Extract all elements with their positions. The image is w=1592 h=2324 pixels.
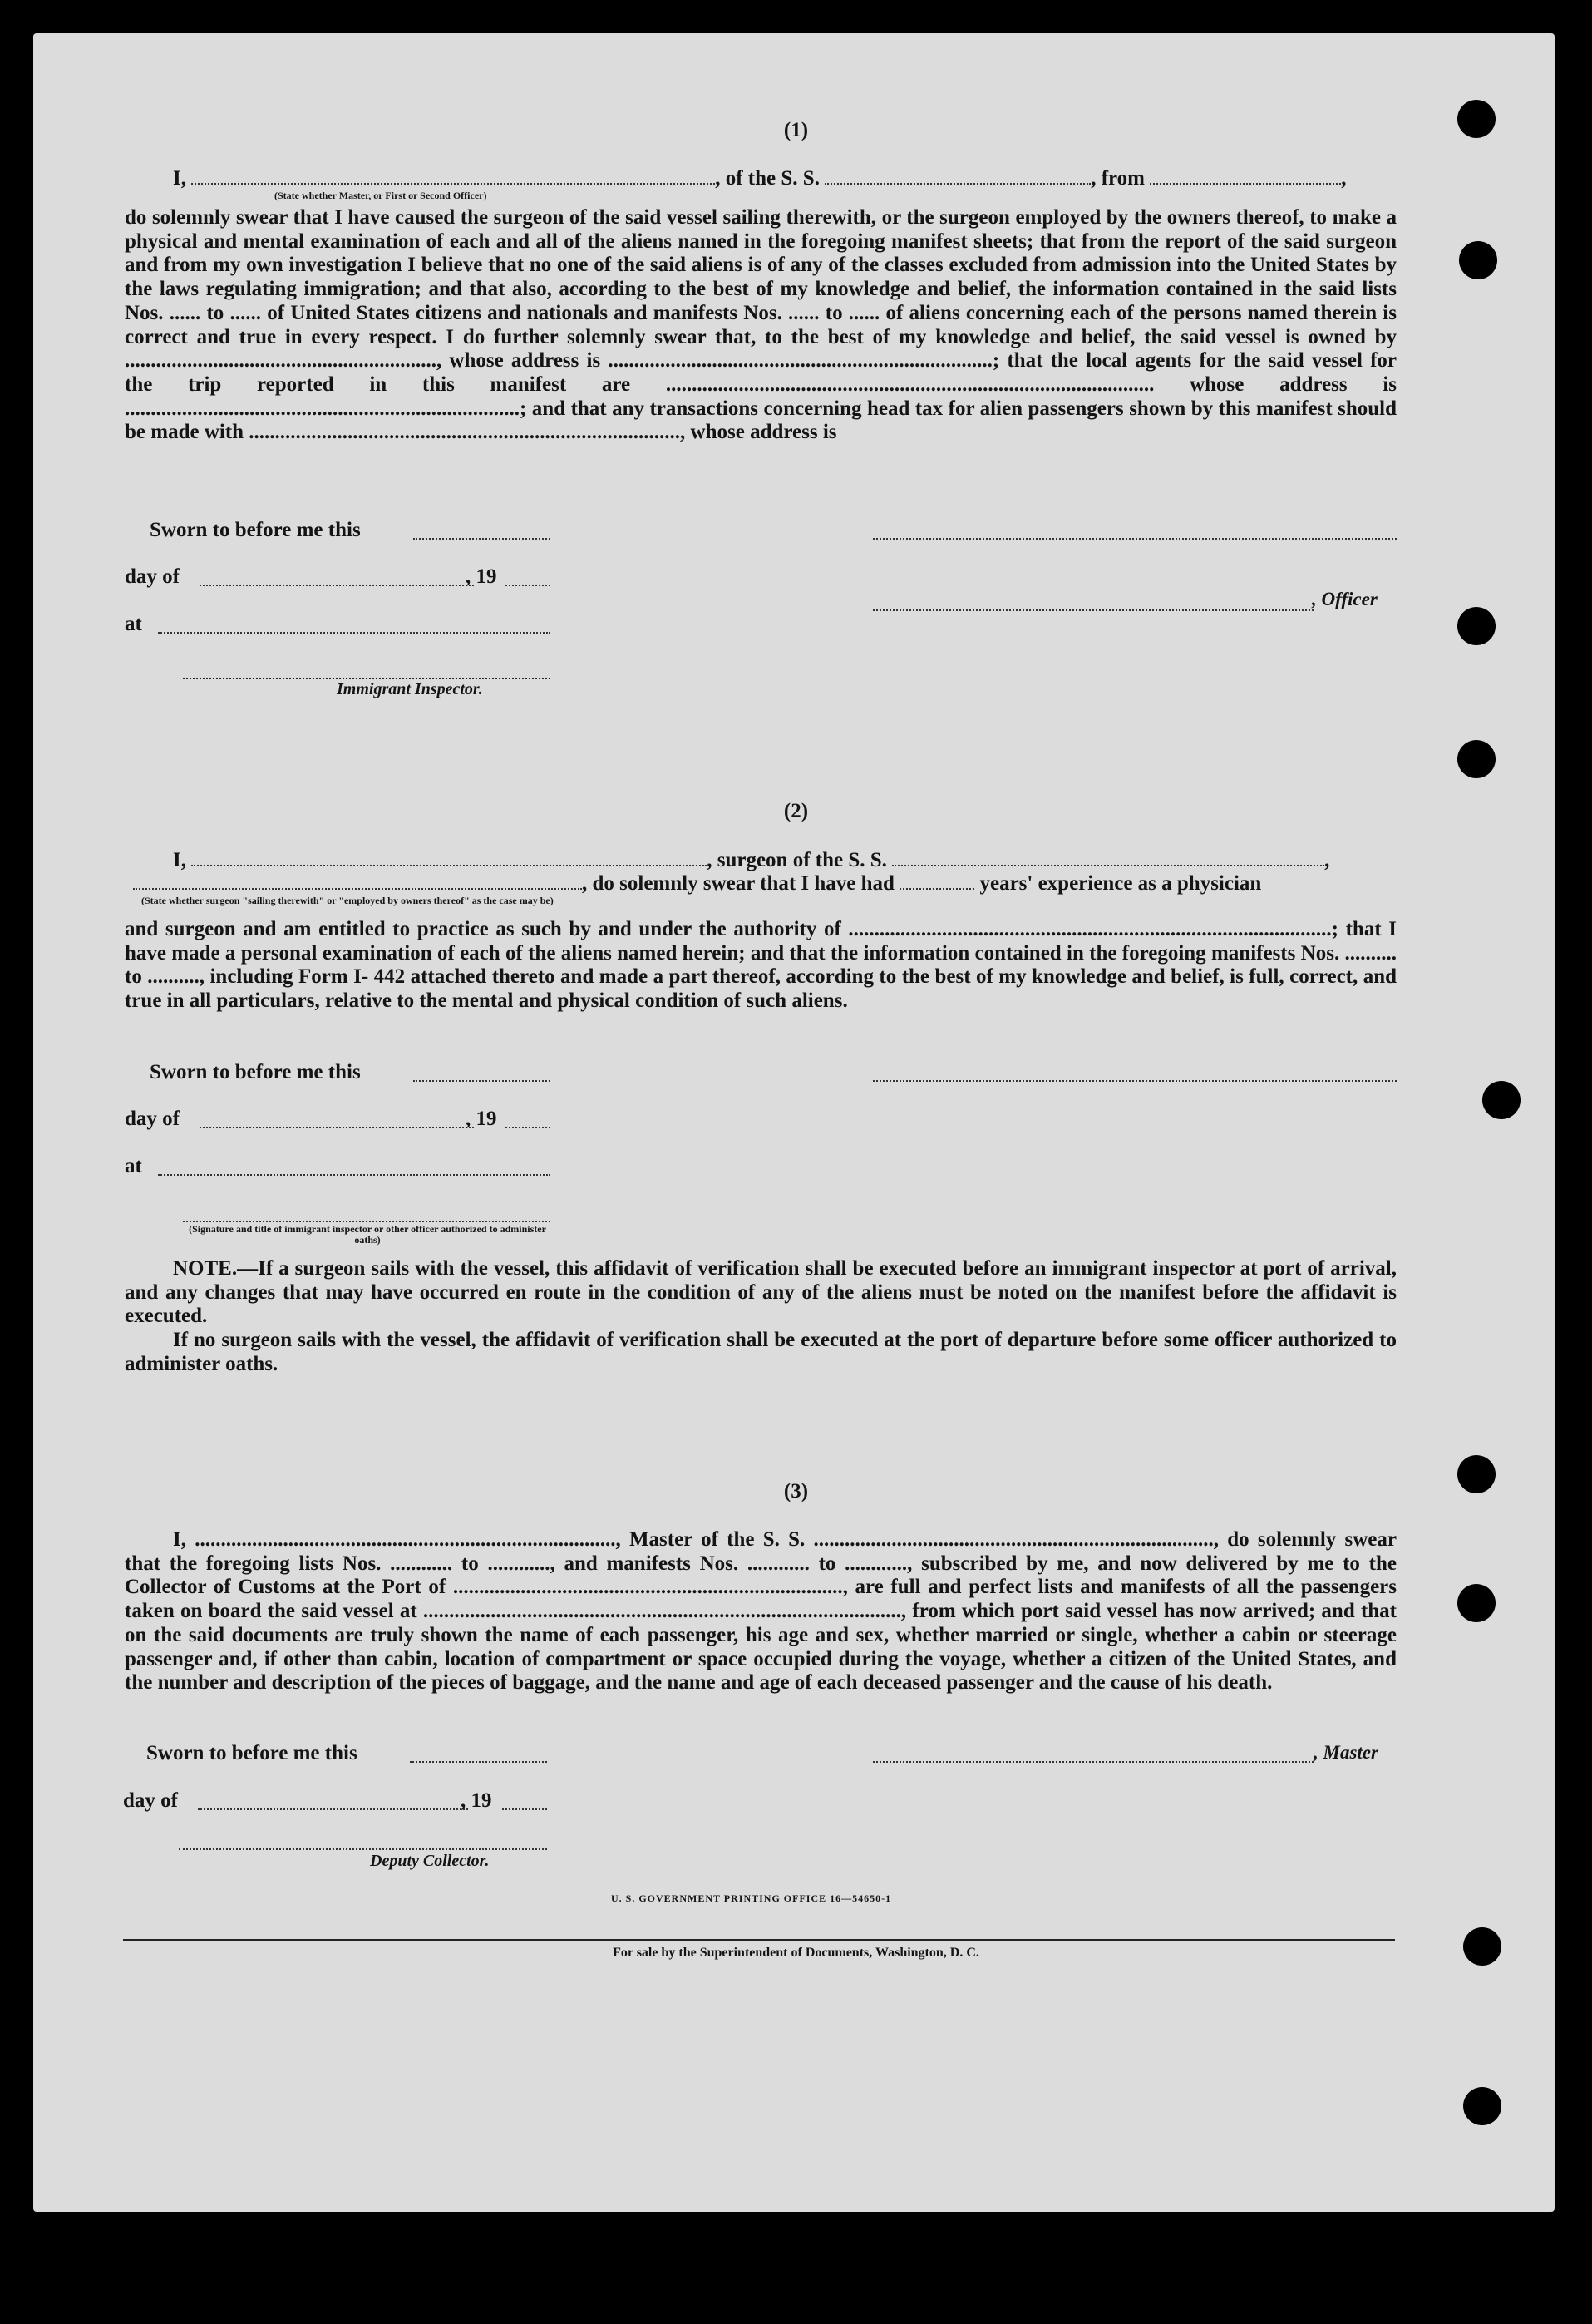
at-place-field-2[interactable] [158, 1174, 550, 1176]
of-ss-label: , of the S. S. [715, 167, 820, 190]
sworn-date-field-1[interactable] [413, 538, 550, 540]
sworn-date-field-2[interactable] [413, 1080, 550, 1082]
printing-office-mark: U. S. GOVERNMENT PRINTING OFFICE 16—54650-1 [611, 1892, 892, 1904]
collector-label: Deputy Collector. [370, 1852, 490, 1870]
officer-title-field[interactable] [873, 609, 1314, 611]
section-1-oath-text: do solemnly swear that I have caused the surgeon of the said vessel sailing therewith, or the surgeon employed by the owners thereof, to make a physical and mental examination of each and all of the aliens named in the foregoing manifest sheets; that from the report of the said surgeon and from my own investigation I believe that no one of the said aliens is of any of the classes excluded from admission into the United States by the laws regulating immigration; and that also, according to the best of my knowledge and belief, the information contained in the said lists Nos. ...... to ...... of United States citizens and nationals and manifests Nos. ...... to ...... of aliens concerning each of the persons named therein is correct and true in every respect. I do further solemnly swear that, to the best of my knowledge and belief, the said vessel is owned by ............................................................, whose address is ..........................................................................; that the local agents for the said vessel for the trip reported in this manifest are .............................................................................................. whose address is ............................................................................; and that any transactions concerning head tax for alien passengers shown by this manifest should be made with ..................................................................................., whose address is [125, 206, 1397, 444]
officer-name-field[interactable] [191, 166, 715, 185]
section-3-oath-text: I, ................................................................................., Master of the S. S. ............................................................................., do solemnly swear that the foregoing lists Nos. ............ to ............, and manifests Nos. ............ to ............, subscribed by me, and now delivered by me to the Collector of Customs at the Port of ..........................................................................., are full and perfect lists and manifests of all the passengers taken on board the said vessel at ............................................................................................, from which port said vessel has now arrived; and that on the said documents are truly shown the name of each passenger, his age and sex, whether married or single, whether a cabin or steerage passenger and, if other than cabin, location of compartment or space occupied during the voyage, whether a citizen of the United States, and the number and description of the pieces of baggage, and the name and age of each deceased passenger and the cause of his death. [125, 1528, 1397, 1695]
officer-signature-field[interactable] [873, 538, 1397, 540]
section-3-number: (3) [783, 1480, 809, 1502]
surgeon-note-text: NOTE.—If a surgeon sails with the vessel, this affidavit of verification shall be executed before an immigrant inspector at port of arrival, and any changes that may have occurred en route in the condition of any of the aliens must be noted on the manifest before the affidavit is executed. [125, 1257, 1397, 1328]
surgeon-vessel-field[interactable] [892, 848, 1324, 866]
authorized-officer-signature-line[interactable] [183, 1221, 550, 1222]
binder-hole [1457, 607, 1496, 645]
surgeon-name-field[interactable] [191, 848, 707, 866]
at-label-2: at [125, 1155, 142, 1177]
day-of-field-2[interactable] [200, 1127, 474, 1128]
binder-hole [1459, 241, 1497, 279]
day-of-label-1: day of [125, 565, 180, 588]
section-2-opening-line [173, 848, 1329, 872]
at-place-field-1[interactable] [158, 632, 550, 634]
section-1-number: (1) [783, 119, 809, 141]
line-end: , [1324, 849, 1330, 871]
year-label-2: , 19 [466, 1108, 497, 1130]
experience-text-1: , do solemnly swear that I have had [582, 872, 895, 895]
year-label-1: , 19 [466, 565, 497, 588]
binder-hole [1457, 740, 1496, 778]
sworn-label-1: Sworn to before me this [150, 519, 361, 541]
officer-title-note: (State whether Master, or First or Second Officer) [274, 190, 487, 201]
section-2-number: (2) [783, 800, 809, 822]
section-1-opening-line [173, 166, 1347, 190]
sworn-date-field-3[interactable] [410, 1761, 547, 1763]
surgeon-of-ss-label: , surgeon of the S. S. [707, 849, 887, 871]
experience-text-2: years' experience as a physician [979, 872, 1262, 895]
day-of-label-3: day of [123, 1789, 178, 1812]
year-field-2[interactable] [505, 1127, 550, 1128]
officer-label: , Officer [1312, 589, 1378, 609]
day-of-field-3[interactable] [198, 1808, 468, 1810]
vessel-name-field[interactable] [825, 166, 1091, 185]
master-signature-field[interactable] [873, 1761, 1314, 1763]
at-label-1: at [125, 613, 142, 635]
master-label: , Master [1314, 1742, 1378, 1763]
day-of-label-2: day of [125, 1108, 180, 1130]
i-label: I, [173, 167, 186, 190]
sworn-label-3: Sworn to before me this [146, 1742, 357, 1764]
binder-hole [1457, 1584, 1496, 1622]
inspector-signature-line[interactable] [183, 678, 550, 679]
section-2-oath-text: and surgeon and am entitled to practice as such by and under the authority of .............................................................................................; that I have made a personal examination of each of the aliens named herein; and that the information contained in the foregoing manifests Nos. .......... to .........., including Form I- 442 attached thereto and made a part thereof, according to the best of my knowledge and belief, is full, correct, and true in all particulars, relative to the mental and physical condition of such aliens. [125, 918, 1397, 1013]
sworn-label-2: Sworn to before me this [150, 1061, 361, 1083]
section-2-second-line [133, 871, 1261, 896]
line-end: , [1341, 167, 1347, 190]
binder-hole [1463, 2087, 1501, 2125]
no-surgeon-note-text: If no surgeon sails with the vessel, the affidavit of verification shall be executed at the port of departure before some officer authorized to administer oaths. [125, 1329, 1397, 1375]
year-field-3[interactable] [502, 1808, 547, 1810]
year-label-3: , 19 [461, 1789, 492, 1812]
surgeon-status-field[interactable] [133, 871, 582, 890]
from-label: , from [1091, 167, 1145, 190]
i-label: I, [173, 849, 186, 871]
binder-hole [1482, 1081, 1521, 1119]
surgeon-status-note: (State whether surgeon "sailing therewith" or "employed by owners thereof" as the case may be) [141, 895, 554, 906]
origin-port-field[interactable] [1150, 166, 1341, 185]
inspector-label: Immigrant Inspector. [337, 680, 483, 698]
footer-rule [123, 1939, 1395, 1941]
day-of-field-1[interactable] [200, 585, 474, 586]
years-experience-field[interactable] [900, 871, 974, 890]
footer-text: For sale by the Superintendent of Documents, Washington, D. C. [613, 1946, 979, 1960]
surgeon-signature-field[interactable] [873, 1080, 1397, 1082]
collector-signature-line[interactable] [179, 1848, 547, 1850]
authorized-officer-note: (Signature and title of immigrant inspector or other officer authorized to administer oaths) [189, 1223, 546, 1246]
year-field-1[interactable] [505, 585, 550, 586]
